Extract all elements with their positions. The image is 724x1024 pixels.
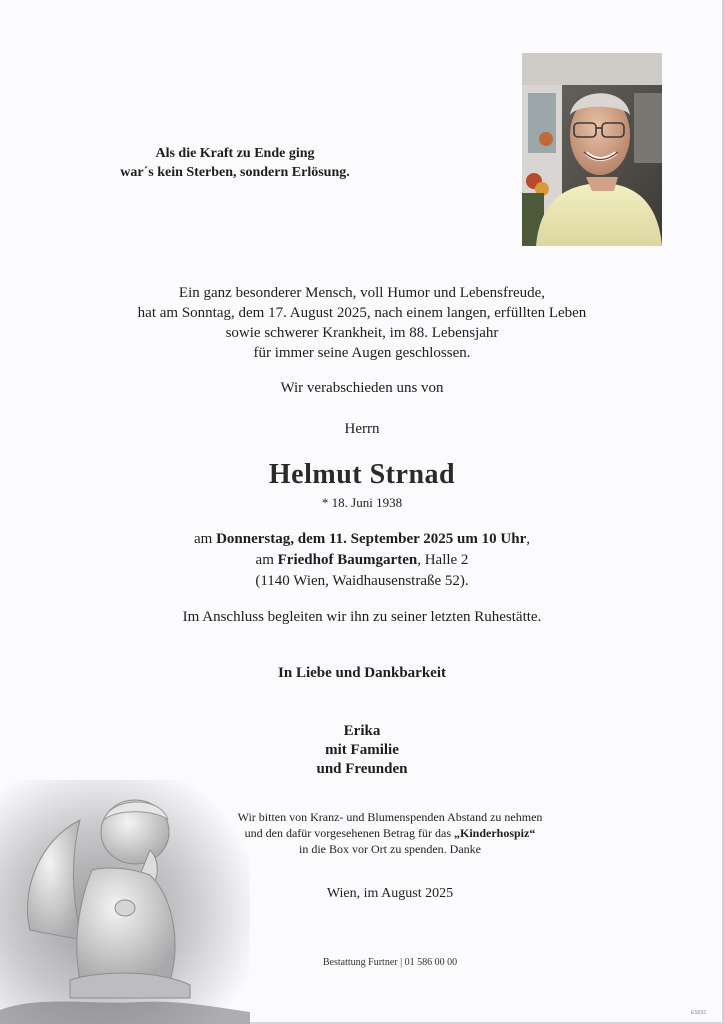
donation-line-1: Wir bitten von Kranz- und Blumenspenden Abstand zu nehmen bbox=[237, 810, 543, 824]
place-suffix: , Halle 2 bbox=[417, 552, 469, 568]
funeral-home-imprint: Bestattung Furtner | 01 586 00 00 bbox=[322, 957, 458, 968]
donation-line-2 bbox=[180, 825, 600, 841]
deceased-name: Helmut Strnad bbox=[268, 459, 456, 490]
donation-line-3: in die Box vor Ort zu spenden. Danke bbox=[299, 842, 481, 856]
mourners bbox=[0, 722, 724, 779]
ceremony-place: Friedhof Baumgarten bbox=[277, 552, 418, 568]
mourner-line-1: Erika bbox=[343, 723, 381, 739]
mourner-line-2: mit Familie bbox=[325, 742, 399, 758]
ceremony-place-line bbox=[0, 550, 724, 571]
mourner-line-3: und Freunden bbox=[316, 761, 408, 777]
closing-text: In Liebe und Dankbarkeit bbox=[278, 665, 446, 681]
place-date: Wien, im August 2025 bbox=[326, 886, 454, 901]
salutation: Herrn bbox=[344, 421, 380, 437]
ceremony-date-time: Donnerstag, dem 11. September 2025 um 10 Uhr bbox=[216, 531, 527, 547]
ceremony-date-suffix: , bbox=[526, 531, 530, 547]
catalog-code: ES032 bbox=[690, 1010, 706, 1016]
donation-note bbox=[180, 809, 600, 857]
ceremony-details bbox=[0, 529, 724, 592]
ceremony-date-line bbox=[0, 529, 724, 550]
donation-line-2-text: und den dafür vorgesehenen Betrag für das bbox=[244, 826, 454, 840]
motto-line-1: Als die Kraft zu Ende ging bbox=[155, 146, 315, 161]
portrait-photo-graphic bbox=[522, 53, 662, 246]
motto bbox=[60, 144, 410, 182]
intro-text bbox=[0, 283, 724, 363]
intro-line-3: sowie schwerer Krankheit, im 88. Lebensjahr bbox=[225, 325, 499, 341]
burial-text: Im Anschluss begleiten wir ihn zu seiner letzten Ruhestätte. bbox=[182, 609, 542, 625]
ceremony-prefix: am bbox=[194, 531, 217, 547]
intro-line-1: Ein ganz besonderer Mensch, voll Humor und Lebensfreude, bbox=[178, 285, 546, 301]
motto-line-2: war´s kein Sterben, sondern Erlösung. bbox=[120, 165, 350, 180]
ceremony-address: (1140 Wien, Waidhausenstraße 52). bbox=[255, 573, 469, 589]
intro-line-2: hat am Sonntag, dem 17. August 2025, nach einem langen, erfüllten Leben bbox=[137, 305, 587, 321]
intro-line-4: für immer seine Augen geschlossen. bbox=[253, 345, 471, 361]
portrait-photo bbox=[522, 53, 662, 246]
birth-date: * 18. Juni 1938 bbox=[321, 495, 403, 510]
place-prefix: am bbox=[255, 552, 278, 568]
farewell-text: Wir verabschieden uns von bbox=[280, 380, 444, 396]
charity-name: „Kinderhospiz“ bbox=[454, 826, 536, 840]
